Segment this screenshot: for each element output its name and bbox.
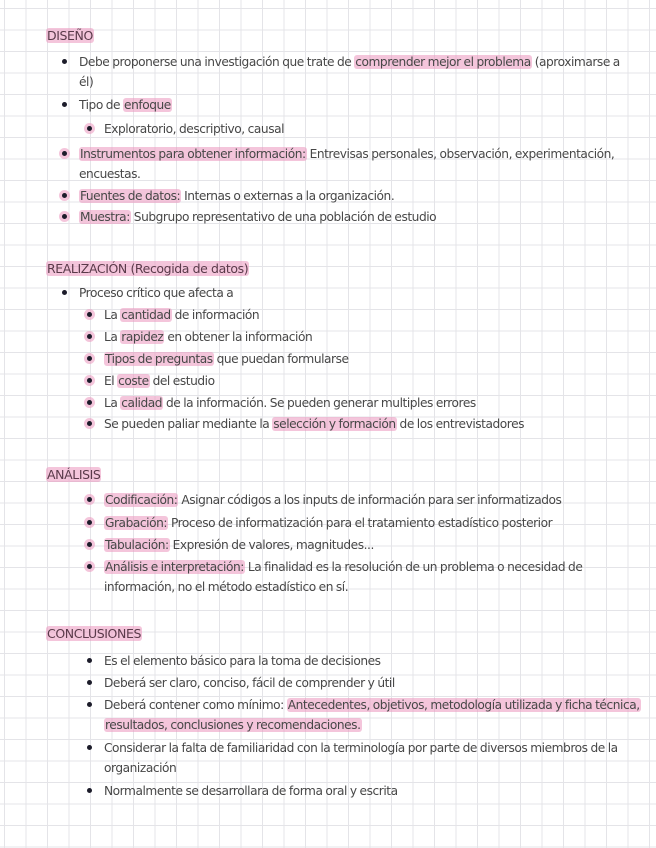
bullet-icon xyxy=(87,702,92,707)
bullet-icon xyxy=(87,334,92,339)
list-item: La rapidez en obtener la información xyxy=(104,327,312,347)
list-item: Codificación: Asignar códigos a los inputs de información para ser informatizados xyxy=(104,490,561,510)
list-item: El coste del estudio xyxy=(104,371,215,391)
bullet-icon xyxy=(87,400,92,405)
section-heading-analisis: ANÁLISIS xyxy=(47,467,101,482)
list-item: Análisis e interpretación: La finalidad es la resolución de un problema o necesidad de información, no el método estadístico en sí. xyxy=(104,557,582,597)
bullet-icon xyxy=(87,564,92,569)
list-item: Considerar la falta de familiaridad con la terminología por parte de diversos miembros de la organización xyxy=(104,738,618,778)
list-item: La calidad de la información. Se pueden generar multiples errores xyxy=(104,393,476,413)
list-item: Deberá ser claro, conciso, fácil de comprender y útil xyxy=(104,673,395,693)
bullet-icon xyxy=(87,356,92,361)
bullet-icon xyxy=(87,126,92,131)
list-item: Exploratorio, descriptivo, causal xyxy=(104,119,284,139)
bullet-icon xyxy=(87,542,92,547)
list-item: Proceso crítico que afecta a xyxy=(79,283,233,303)
list-item: Grabación: Proceso de informatización para el tratamiento estadístico posterior xyxy=(104,513,552,533)
bullet-icon xyxy=(62,151,67,156)
bullet-icon xyxy=(87,378,92,383)
bullet-icon xyxy=(62,59,67,64)
section-heading-conclusiones: CONCLUSIONES xyxy=(47,626,141,641)
list-item: La cantidad de información xyxy=(104,305,259,325)
bullet-icon xyxy=(62,102,67,107)
bullet-icon xyxy=(87,745,92,750)
bullet-icon xyxy=(87,680,92,685)
list-item: Normalmente se desarrollara de forma oral y escrita xyxy=(104,781,398,801)
list-item: Instrumentos para obtener información: Entrevisas personales, observación, experimentación, encuestas. xyxy=(79,144,614,184)
section-heading-diseno: DISEÑO xyxy=(47,28,93,43)
bullet-icon xyxy=(87,788,92,793)
list-item: Muestra: Subgrupo representativo de una población de estudio xyxy=(79,207,436,227)
list-item: Tipos de preguntas que puedan formularse xyxy=(104,349,349,369)
bullet-icon xyxy=(87,312,92,317)
list-item: Tabulación: Expresión de valores, magnitudes... xyxy=(104,535,374,555)
bullet-icon xyxy=(87,520,92,525)
bullet-icon xyxy=(87,421,92,426)
bullet-icon xyxy=(62,193,67,198)
section-heading-realizacion: REALIZACIÓN (Recogida de datos) xyxy=(47,261,249,276)
bullet-icon xyxy=(87,658,92,663)
list-item: Debe proponerse una investigación que trate de comprender mejor el problema (aproximarse a él) xyxy=(79,52,620,92)
bullet-icon xyxy=(62,214,67,219)
bullet-icon xyxy=(62,290,67,295)
list-item: Se pueden paliar mediante la selección y formación de los entrevistadores xyxy=(104,414,524,434)
list-item: Tipo de enfoque xyxy=(79,95,172,115)
list-item: Deberá contener como mínimo: Antecedentes, objetivos, metodología utilizada y ficha técnica, resultados, conclusiones y recomendaciones. xyxy=(104,695,641,735)
list-item: Es el elemento básico para la toma de decisiones xyxy=(104,651,381,671)
list-item: Fuentes de datos: Internas o externas a la organización. xyxy=(79,186,394,206)
bullet-icon xyxy=(87,497,92,502)
